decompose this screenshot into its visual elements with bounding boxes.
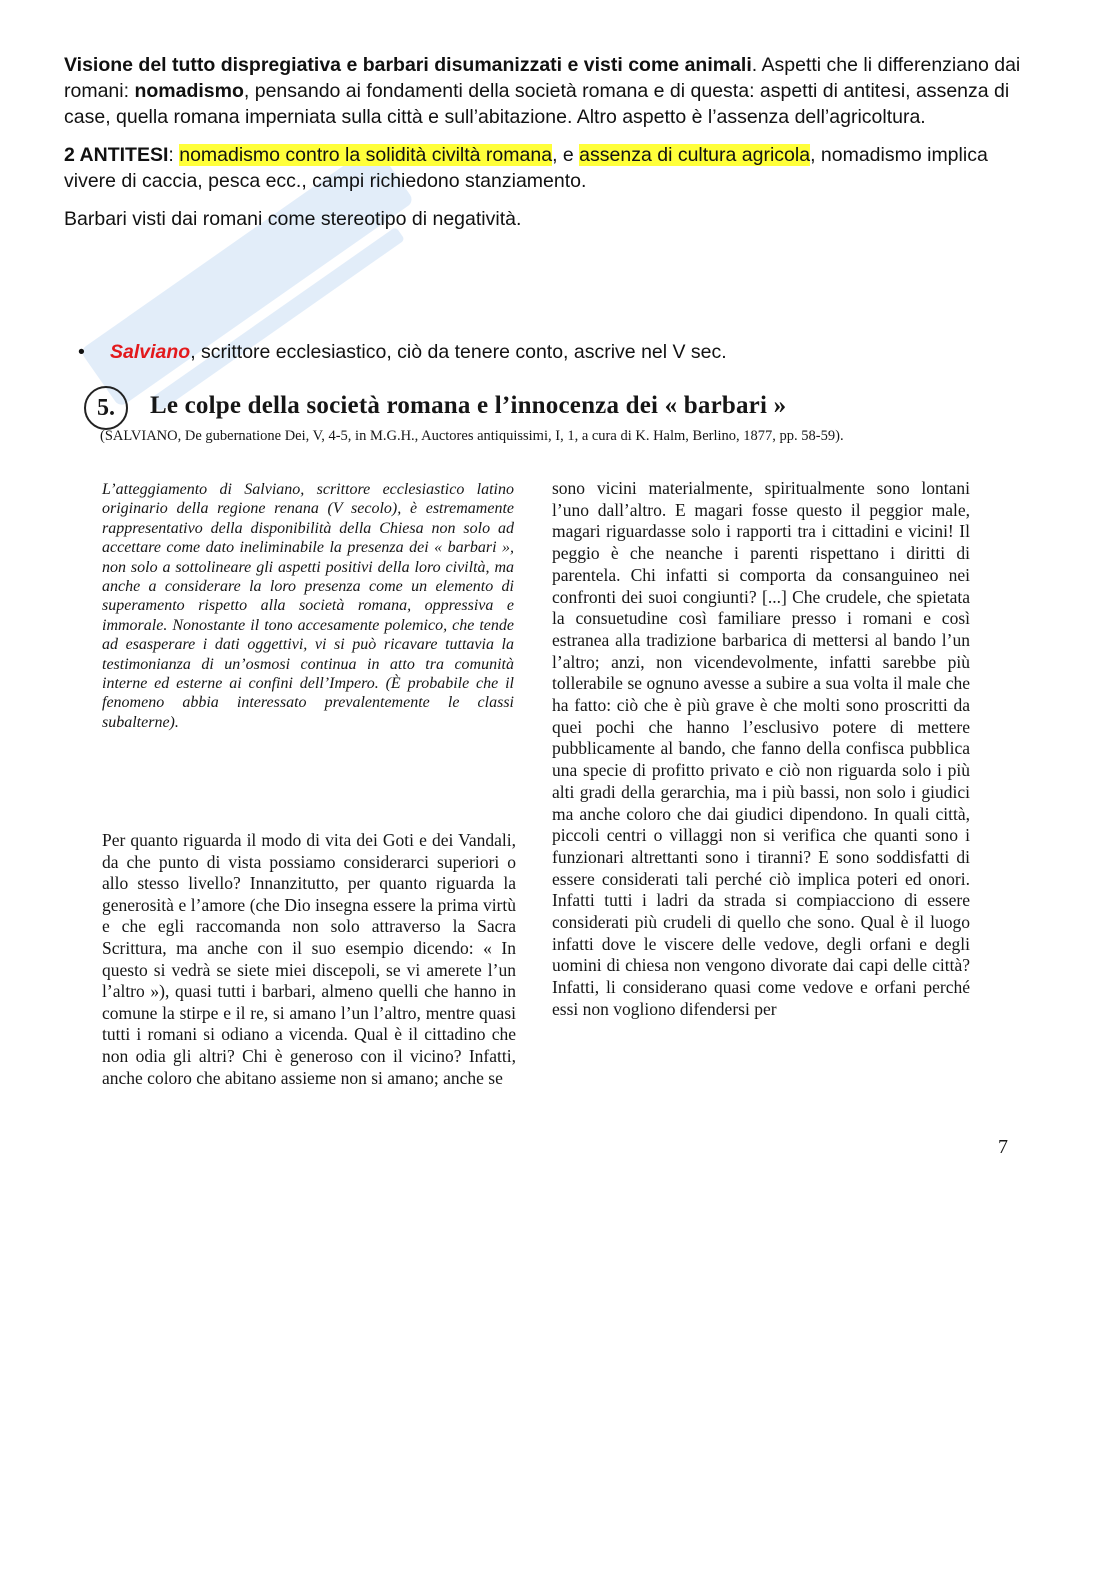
notes-bold-statement: Visione del tutto dispregiativa e barbari disumanizzati e visti come animali <box>64 54 752 76</box>
bullet-dot-icon: • <box>78 341 85 363</box>
notes-paragraph-2: 2 ANTITESI: nomadismo contro la solidità civiltà romana, e assenza di cultura agricola, nomadismo implica vivere di caccia, pesca ecc., campi richiedono stanziamento. <box>64 144 988 192</box>
notes-keyword-nomadismo: nomadismo <box>134 80 244 102</box>
article-body-right: sono vicini materialmente, spiritualmente sono lontani l’uno dall’altro. E magari fosse questo il peggior male, magari riguardasse solo i rapporti tra i cittadini e vicini! Il peggio è che neanche i parenti rispettano i diritti di parentela. Chi infatti si comporta da consanguineo nei confronti dei suoi congiunti? [...] Che crudele, che spietata la consuetudine così familiare presso i romani e così estranea alla tradizione barbarica di mettersi al bando l’un l’altro; anzi, non vicendevolmente, infatti sarebbe più tollerabile se ognuno avesse a subire a sua volta il male che ha fatto: ciò che è più grave è che molti sono proscritti da quei pochi che hanno l’esclusivo potere di mettere pubblicamente al bando, che fanno della confisca pubblica una specie di profitto privato e ciò non riguarda solo i più alti gradi della gerarchia, ma i più bassi, non solo i giudici ma anche coloro che dai giudici dipendono. In quali città, piccoli centri o villaggi non si verifica che quanti sono i funzionari altrettanti sono i tiranni? E sono soddisfatti di essere considerati tali perché ciò implica poteri ed onori. Infatti tutti i ladri da strada si compiacciono di essere considerati più crudeli di quello che sono. Qual è il luogo infatti dove le viscere delle vedove, degli orfani e degli uomini di chiesa non vengono divorate dai capi delle città? Infatti, li considerano quasi come vedove e orfani perché essi non vogliono difendersi per <box>552 478 970 1019</box>
highlight-agricoltura: assenza di cultura agricola <box>579 144 811 166</box>
highlight-nomadismo: nomadismo contro la solidità civiltà romana <box>179 144 553 166</box>
bullet-salviano: • Salviano, scrittore ecclesiastico, ciò da tenere conto, ascrive nel V sec. <box>78 341 727 363</box>
notes-antitesi-label: 2 ANTITESI <box>64 144 169 166</box>
article-intro: L’atteggiamento di Salviano, scrittore ecclesiastico latino originario della regione renana (V secolo), è estremamente rappresentativo della disponibilità della Chiesa non solo ad accettare come dato ineliminabile la presenza dei « barbari », non solo a sottolineare gli aspetti positivi della loro civiltà, ma anche a considerare la loro presenza come un elemento di superamento rispetto alla società romana, oppressiva e immorale. Nonostante il tono accesamente polemico, che tende ad esasperare i dati oggettivi, vi si può ricavare tuttavia la testimonianza di un’osmosi continua in atto tra comunità interne ed esterne ai confini dell’Impero. (È probabile che il fenomeno abbia interessato prevalentemente le classi subalterne). <box>102 481 514 731</box>
article-body-left: Per quanto riguarda il modo di vita dei Goti e dei Vandali, da che punto di vista possiamo considerarci superiori o allo stesso livello? Innanzitutto, per quanto riguarda la generosità e l’amore (che Dio insegna essere la prima virtù e che egli raccomanda non solo attraverso la Sacra Scrittura, ma anche con il suo esempio dicendo: « In questo si vedrà se siete miei discepoli, se vi amerete l’un l’altro »), quasi tutti i barbari, almeno quelli che hanno in comune la stirpe e il re, si amano l’un l’altro, mentre quasi tutti i romani si odiano a vicenda. Qual è il cittadino che non odia gli altri? Chi è generoso con il vicino? Infatti, anche coloro che abitano assieme non si amano; anche se <box>102 830 516 1088</box>
article-number: 5. <box>84 386 128 430</box>
page-number: 7 <box>998 1136 1008 1158</box>
article-title: Le colpe della società romana e l’innocenza dei « barbari » <box>150 392 787 419</box>
notes-paragraph-3: Barbari visti dai romani come stereotipo di negatività. <box>64 208 522 230</box>
notes-paragraph-1: Visione del tutto dispregiativa e barbari disumanizzati e visti come animali. Aspetti che li differenziano dai romani: nomadismo, pensando ai fondamenti della società romana e di questa: aspetti di antitesi, assenza di case, quella romana imperniata sulla città e sull’abitazione. Altro aspetto è l’assenza dell’agricoltura. <box>64 54 1021 128</box>
salviano-name: Salviano <box>110 341 191 363</box>
study-notes <box>64 52 1044 244</box>
article-source: (SALVIANO, De gubernatione Dei, V, 4-5, in M.G.H., Auctores antiquissimi, I, 1, a cura di K. Halm, Berlino, 1877, pp. 58-59). <box>100 428 844 444</box>
